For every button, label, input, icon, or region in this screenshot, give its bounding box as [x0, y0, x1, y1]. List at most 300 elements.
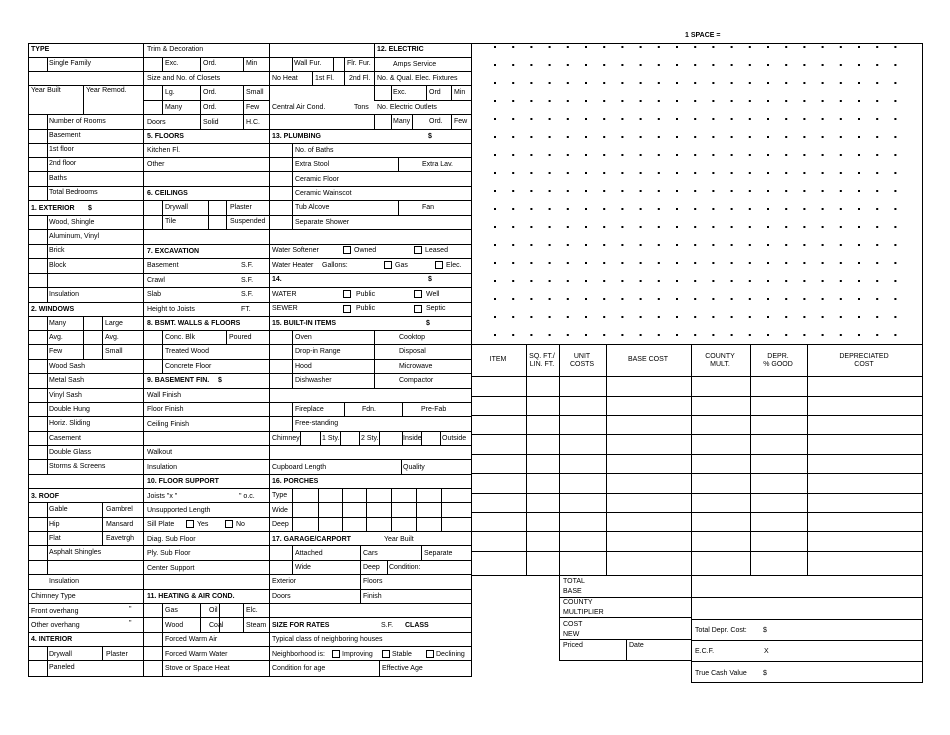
plumbing-title: 13. PLUMBING	[272, 133, 322, 140]
cost-new-label: NEW	[563, 631, 580, 638]
grid-dot	[658, 208, 660, 210]
grid-dot	[731, 82, 733, 84]
septic-checkbox[interactable]	[414, 305, 422, 313]
sewer-public-checkbox[interactable]	[343, 305, 351, 313]
grid-dot	[585, 82, 587, 84]
grid-dot	[749, 118, 751, 120]
grid-dot	[640, 136, 642, 138]
bsmt-fin-title: 9. BASEMENT FIN.	[147, 377, 210, 384]
one-story-label: 1 Sty.	[322, 435, 340, 442]
grid-dot	[767, 208, 769, 210]
floors-title: 5. FLOORS	[147, 133, 184, 140]
grid-dot	[658, 100, 660, 102]
grid-dot	[894, 226, 896, 228]
grid-dot	[894, 118, 896, 120]
grid-dot	[858, 190, 860, 192]
grid-dot	[840, 82, 842, 84]
roof-eavetrgh: Eavetrgh	[106, 535, 135, 542]
header-item: ITEM	[489, 356, 507, 363]
grid-dot	[567, 64, 569, 66]
grid-dot	[494, 172, 496, 174]
grid-dot	[712, 280, 714, 282]
grid-dot	[585, 136, 587, 138]
grid-dot	[803, 262, 805, 264]
cooktop-label: Cooktop	[399, 334, 426, 341]
grid-dot	[676, 64, 678, 66]
grid-dot	[494, 136, 496, 138]
grid-dot	[585, 100, 587, 102]
roof-asphalt: Asphalt Shingles	[49, 549, 102, 556]
year-built-label: Year Built	[31, 87, 61, 94]
floor-finish-label: Floor Finish	[147, 406, 184, 413]
central-air-label: Central Air Cond.	[272, 104, 326, 111]
heat-wood: Wood	[165, 622, 184, 629]
heating-title: 11. HEATING & AIR COND.	[147, 593, 235, 600]
year-remod-label: Year Remod.	[86, 87, 127, 94]
leased-checkbox[interactable]	[414, 246, 422, 254]
type-title: TYPE	[31, 46, 50, 53]
grid-dot	[567, 262, 569, 264]
grid-dot	[803, 172, 805, 174]
fdn-label: Fdn.	[362, 406, 377, 413]
windows-item: Wood Sash	[49, 363, 86, 370]
conc-blk-label: Conc. Blk	[165, 334, 195, 341]
grid-dot	[731, 118, 733, 120]
outlets-few: Few	[454, 118, 468, 125]
grid-dot	[785, 154, 787, 156]
grid-dot	[658, 46, 660, 48]
grid-dot	[567, 208, 569, 210]
grid-dot	[603, 298, 605, 300]
separate-shower-label: Separate Shower	[295, 219, 350, 226]
grid-dot	[894, 280, 896, 282]
grid-dot	[767, 298, 769, 300]
grid-dot	[749, 190, 751, 192]
grid-dot	[858, 100, 860, 102]
grid-dot	[803, 316, 805, 318]
size-for-rates-title: SIZE FOR RATES	[272, 622, 330, 629]
grid-dot	[712, 118, 714, 120]
grid-dot	[822, 262, 824, 264]
grid-dot	[603, 46, 605, 48]
garage-wide-label: Wide	[295, 564, 311, 571]
unsupported-label: Unsupported Length	[147, 507, 211, 514]
gas-heater-label: Gas	[395, 262, 408, 269]
grid-dot	[640, 226, 642, 228]
grid-dot	[494, 316, 496, 318]
closets-ord-2: Ord.	[203, 104, 217, 111]
grid-dot	[640, 46, 642, 48]
elec-heater-checkbox[interactable]	[435, 261, 443, 269]
first-fl-label: 1st Fl.	[315, 75, 335, 82]
total-depr-dollar: $	[763, 627, 767, 634]
grid-dot	[712, 334, 714, 336]
kitchen-floor-label: Kitchen Fl.	[147, 147, 181, 154]
interior-title: 4. INTERIOR	[31, 636, 73, 643]
grid-dot	[603, 316, 605, 318]
grid-dot	[894, 334, 896, 336]
date-label: Date	[629, 642, 644, 649]
grid-dot	[603, 262, 605, 264]
grid-dot	[822, 316, 824, 318]
grid-dot	[603, 244, 605, 246]
declining-checkbox[interactable]	[426, 650, 434, 658]
ecf-label: E.C.F.	[695, 648, 715, 655]
poured-label: Poured	[229, 334, 252, 341]
ft-unit: FT.	[241, 306, 251, 313]
grid-dot	[840, 334, 842, 336]
grid-dot	[640, 262, 642, 264]
water-softener-label: Water Softener	[272, 247, 319, 254]
grid-dot	[512, 262, 514, 264]
grid-dot	[876, 100, 878, 102]
grid-dot	[530, 334, 532, 336]
grid-dot	[731, 172, 733, 174]
grid-dot	[876, 46, 878, 48]
grid-dot	[621, 190, 623, 192]
garage-cars-label: Cars	[363, 550, 378, 557]
grid-dot	[567, 280, 569, 282]
grid-dot	[749, 154, 751, 156]
grid-dot	[512, 298, 514, 300]
grid-dot	[494, 190, 496, 192]
grid-dot	[840, 118, 842, 120]
windows-title: 2. WINDOWS	[31, 306, 75, 313]
gas-heater-checkbox[interactable]	[384, 261, 392, 269]
grid-dot	[876, 208, 878, 210]
sill-plate-label: Sill Plate	[147, 521, 175, 528]
grid-dot	[894, 46, 896, 48]
grid-dot	[694, 280, 696, 282]
grid-dot	[585, 262, 587, 264]
grid-dot	[621, 208, 623, 210]
grid-dot	[712, 190, 714, 192]
improving-checkbox[interactable]	[332, 650, 340, 658]
grid-dot	[621, 64, 623, 66]
grid-dot	[585, 172, 587, 174]
water-public-label: Public	[356, 291, 376, 298]
grid-dot	[749, 172, 751, 174]
grid-dot	[567, 172, 569, 174]
wall-fur-label: Wall Fur.	[294, 60, 322, 67]
grid-dot	[858, 154, 860, 156]
grid-dot	[749, 46, 751, 48]
heat-oil: Oil	[209, 607, 218, 614]
stove-label: Stove or Space Heat	[165, 665, 230, 672]
inside-label: Inside	[403, 435, 422, 442]
county-multiplier-label: MULTIPLIER	[563, 609, 604, 616]
grid-dot	[749, 136, 751, 138]
sf-unit: S.F.	[241, 291, 254, 298]
roof-gable: Gable	[49, 506, 68, 513]
grid-dot	[822, 100, 824, 102]
declining-label: Declining	[436, 651, 465, 658]
second-floor-label: 2nd floor	[49, 160, 77, 167]
grid-dot	[621, 334, 623, 336]
grid-dot	[749, 226, 751, 228]
grid-dot	[858, 172, 860, 174]
grid-dot	[767, 136, 769, 138]
grid-dot	[785, 82, 787, 84]
grid-dot	[676, 334, 678, 336]
grid-dot	[676, 100, 678, 102]
grid-dot	[767, 316, 769, 318]
grid-dot	[603, 154, 605, 156]
grid-dot	[549, 208, 551, 210]
stable-label: Stable	[392, 651, 412, 658]
center-support-label: Center Support	[147, 565, 195, 572]
grid-dot	[767, 280, 769, 282]
class-label: CLASS	[405, 622, 429, 629]
grid-dot	[549, 298, 551, 300]
space-scale-label: 1 SPACE =	[685, 32, 721, 39]
grid-dot	[894, 64, 896, 66]
grid-dot	[494, 280, 496, 282]
oven-label: Oven	[295, 334, 312, 341]
grid-dot	[749, 298, 751, 300]
grid-dot	[512, 226, 514, 228]
improving-label: Improving	[342, 651, 373, 658]
grid-dot	[694, 316, 696, 318]
owned-checkbox[interactable]	[343, 246, 351, 254]
grid-dot	[658, 280, 660, 282]
grid-dot	[694, 46, 696, 48]
grid-dot	[840, 280, 842, 282]
grid-dot	[530, 46, 532, 48]
grid-dot	[549, 280, 551, 282]
grid-dot	[694, 64, 696, 66]
grid-dot	[894, 262, 896, 264]
grid-dot	[767, 64, 769, 66]
grid-dot	[731, 316, 733, 318]
grid-dot	[530, 100, 532, 102]
grid-dot	[530, 280, 532, 282]
grid-dot	[731, 64, 733, 66]
windows-item: Double Hung	[49, 406, 90, 413]
grid-dot	[621, 262, 623, 264]
disposal-label: Disposal	[399, 348, 426, 355]
grid-dot	[894, 154, 896, 156]
grid-dot	[676, 154, 678, 156]
grid-dot	[512, 172, 514, 174]
grid-dot	[512, 316, 514, 318]
grid-dot	[803, 208, 805, 210]
grid-dot	[858, 208, 860, 210]
grid-dot	[621, 118, 623, 120]
grid-dot	[567, 136, 569, 138]
grid-dot	[712, 262, 714, 264]
single-family-label: Single Family	[49, 60, 92, 67]
grid-dot	[767, 172, 769, 174]
grid-dot	[658, 82, 660, 84]
concrete-floor-label: Concrete Floor	[165, 363, 212, 370]
grid-dot	[676, 262, 678, 264]
grid-dot	[530, 316, 532, 318]
owned-label: Owned	[354, 247, 377, 254]
grid-dot	[858, 136, 860, 138]
tub-alcove-label: Tub Alcove	[295, 204, 330, 211]
grid-dot	[858, 280, 860, 282]
excavation-basement: Basement	[147, 262, 179, 269]
grid-dot	[822, 244, 824, 246]
grid-dot	[676, 136, 678, 138]
amps-service-label: Amps Service	[393, 61, 437, 68]
sill-no-checkbox[interactable]	[225, 520, 233, 528]
grid-dot	[822, 208, 824, 210]
no-heat-label: No Heat	[272, 75, 298, 82]
grid-dot	[676, 298, 678, 300]
water-public-checkbox[interactable]	[343, 290, 351, 298]
fireplace-label: Fireplace	[295, 406, 324, 413]
grid-dot	[549, 46, 551, 48]
grid-dot	[640, 64, 642, 66]
grid-dot	[785, 280, 787, 282]
bsmt-insulation-label: Insulation	[147, 464, 177, 471]
grid-dot	[694, 190, 696, 192]
grid-dot	[585, 244, 587, 246]
windows-item: Double Glass	[49, 449, 92, 456]
windows-large: Large	[105, 320, 123, 327]
stable-checkbox[interactable]	[382, 650, 390, 658]
grid-dot	[585, 316, 587, 318]
grid-dot	[876, 154, 878, 156]
grid-dot	[749, 82, 751, 84]
grid-dot	[658, 298, 660, 300]
grid-dot	[512, 100, 514, 102]
grid-dot	[876, 82, 878, 84]
other-floor-label: Other	[147, 161, 165, 168]
outlets-many: Many	[393, 118, 411, 125]
fan-label: Fan	[422, 204, 435, 211]
grid-dot	[621, 136, 623, 138]
grid-dot	[694, 208, 696, 210]
grid-dot	[840, 154, 842, 156]
grid-dot	[603, 118, 605, 120]
windows-small: Small	[105, 348, 123, 355]
grid-dot	[876, 190, 878, 192]
grid-dot	[767, 334, 769, 336]
grid-dot	[749, 244, 751, 246]
grid-dot	[858, 262, 860, 264]
grid-dot	[585, 118, 587, 120]
garage-attached-label: Attached	[295, 550, 323, 557]
grid-dot	[803, 190, 805, 192]
exterior-item: Brick	[49, 247, 65, 254]
grid-dot	[822, 154, 824, 156]
windows-item: Vinyl Sash	[49, 392, 82, 399]
roof-title: 3. ROOF	[31, 493, 60, 500]
grid-dot	[822, 190, 824, 192]
grid-dot	[694, 244, 696, 246]
grid-dot	[549, 244, 551, 246]
grid-dot	[567, 298, 569, 300]
grid-dot	[530, 154, 532, 156]
roof-flat: Flat	[49, 535, 61, 542]
grid-dot	[585, 154, 587, 156]
grid-dot	[749, 316, 751, 318]
grid-dot	[712, 172, 714, 174]
typical-class-label: Typical class of neighboring houses	[272, 636, 383, 643]
walkout-label: Walkout	[147, 449, 173, 456]
doors-label: Doors	[147, 119, 166, 126]
grid-dot	[658, 316, 660, 318]
grid-dot	[676, 316, 678, 318]
grid-dot	[858, 298, 860, 300]
interior-plaster: Plaster	[106, 651, 128, 658]
exterior-title: 1. EXTERIOR	[31, 205, 75, 212]
grid-dot	[731, 280, 733, 282]
second-fl-label: 2nd Fl.	[349, 75, 371, 82]
header-sqft: SQ. FT./ LIN. FT.	[529, 353, 555, 368]
doors-hc: H.C.	[246, 119, 260, 126]
grid-dot	[712, 316, 714, 318]
grid-dot	[549, 82, 551, 84]
grid-dot	[549, 100, 551, 102]
grid-dot	[512, 154, 514, 156]
grid-dot	[858, 118, 860, 120]
heat-steam: Steam	[246, 622, 267, 629]
grid-dot	[785, 262, 787, 264]
grid-dot	[676, 226, 678, 228]
ceilings-tile: Tile	[165, 218, 177, 225]
true-cash-label: True Cash Value	[695, 670, 747, 677]
grid-dot	[840, 262, 842, 264]
grid-dot	[621, 244, 623, 246]
grid-dot	[640, 334, 642, 336]
grid-dot	[549, 334, 551, 336]
grid-dot	[840, 136, 842, 138]
grid-dot	[567, 46, 569, 48]
grid-dot	[658, 118, 660, 120]
grid-dot	[494, 226, 496, 228]
grid-dot	[621, 100, 623, 102]
grid-dot	[530, 226, 532, 228]
grid-dot	[803, 226, 805, 228]
fixtures-exc: Exc.	[393, 89, 407, 96]
sill-yes-checkbox[interactable]	[186, 520, 194, 528]
grid-dot	[785, 316, 787, 318]
grid-dot	[822, 298, 824, 300]
grid-dot	[894, 100, 896, 102]
grid-dot	[840, 100, 842, 102]
grid-dot	[785, 118, 787, 120]
ply-subfloor-label: Ply. Sub Floor	[147, 550, 191, 557]
grid-dot	[822, 136, 824, 138]
chimney-type-label: Chimney Type	[31, 593, 76, 600]
grid-dot	[549, 262, 551, 264]
closets-lg: Lg.	[165, 89, 175, 96]
grid-dot	[530, 82, 532, 84]
grid-dot	[676, 82, 678, 84]
oc-label: " o.c.	[239, 493, 255, 500]
well-checkbox[interactable]	[414, 290, 422, 298]
gallons-label: Gallons:	[322, 262, 348, 269]
grid-dot	[803, 100, 805, 102]
grid-dot	[640, 244, 642, 246]
grid-dot	[767, 190, 769, 192]
excavation-slab: Slab	[147, 291, 162, 298]
grid-dot	[549, 316, 551, 318]
grid-dot	[894, 244, 896, 246]
water-label: WATER	[272, 291, 297, 298]
heat-gas: Gas	[165, 607, 178, 614]
bsmt-fin-dollar: $	[218, 377, 222, 384]
grid-dot	[640, 190, 642, 192]
forced-air-label: Forced Warm Air	[165, 636, 218, 643]
grid-dot	[676, 280, 678, 282]
windows-avg-2: Avg.	[105, 334, 119, 341]
grid-dot	[530, 118, 532, 120]
